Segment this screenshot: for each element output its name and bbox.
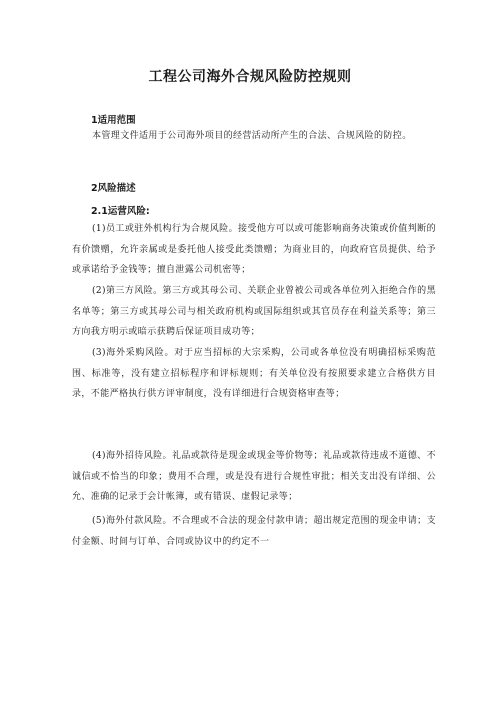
paragraph-employee-risk: (1)员工或驻外机构行为合规风险。接受他方可以或可能影响商务决策或价值判断的有价馈赠，允许亲属或是委托他人接受此类馈赠；为商业目的，向政府官员提供、给予或承诺给予金钱等；擅自泄露公司机密等； <box>72 224 436 276</box>
paragraph-hospitality-risk: (4)海外招待风险。礼品或款待是现金或现金等价物等；礼品或款待违成不道德、不诚信或不恰当的印象；费用不合理，或是没有进行合规性审批；相关支出没有详细、公允、准确的记录于会计帐簿，或有错误、虚假记录等； <box>72 451 436 503</box>
document-title: 工程公司海外合规风险防控规则 <box>148 69 352 85</box>
section-heading-risk-description: 2风险描述 <box>91 183 136 194</box>
section-heading-scope: 1适用范围 <box>91 115 136 126</box>
paragraph-procurement-risk: (3)海外采购风险。对于应当招标的大宗采购，公司或各单位没有明确招标采购范围、标准等，没有建立招标程序和评标规则；有关单位没有按照要求建立合格供方目录，不能严格执行供方评审制度，没有详细进行合规资格审查等； <box>72 348 436 400</box>
paragraph-third-party-risk: (2)第三方风险。第三方或其母公司、关联企业曾被公司或各单位列入拒绝合作的黑名单等；第三方或其母公司与相关政府机构或国际组织或其官员存在利益关系等；第三方向我方明示或暗示获聘后保证项目成功等； <box>72 286 436 338</box>
paragraph-scope: 本管理文件适用于公司海外项目的经营活动所产生的合法、合规风险的防控。 <box>92 131 412 141</box>
subsection-heading-operational-risk: 2.1运营风险: <box>91 206 150 217</box>
paragraph-payment-risk: (5)海外付款风险。不合理或不合法的现金付款申请；超出规定范围的现金申请；支付金额、时间与订单、合同或协议中的约定不一 <box>72 516 436 547</box>
